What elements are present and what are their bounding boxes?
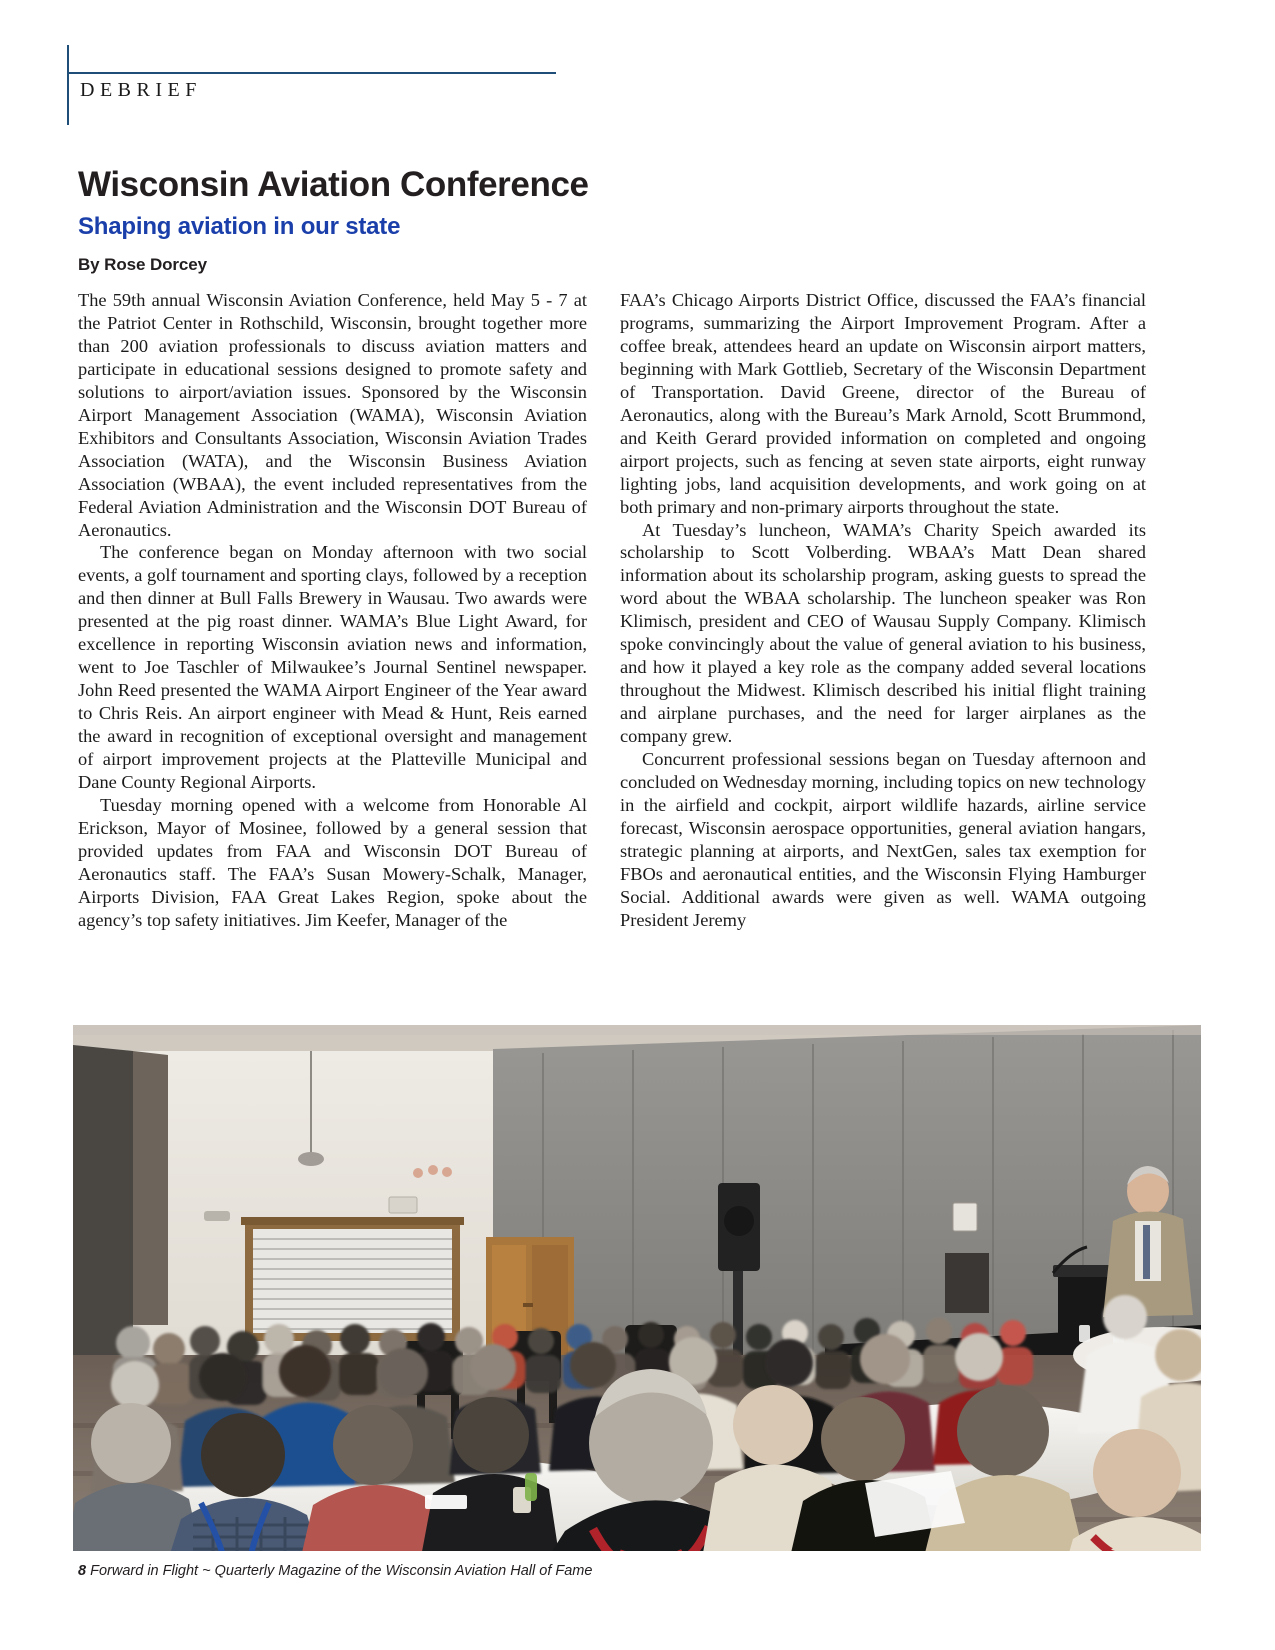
- section-header: [0, 0, 1275, 140]
- article-byline: By Rose Dorcey: [78, 255, 207, 274]
- paragraph: Concurrent professional sessions began on Tuesday afternoon and concluded on Wednesday morning, including topics on new technology in the airfield and cockpit, airport wildlife hazards, airline service forecast, Wisconsin aerospace opportunities, general aviation hangars, strategic planning at airports, and NextGen, sales tax exemption for FBOs and aeronautical entities, and the Wisconsin Flying Hamburger Social. Additional awards were given as well. WAMA outgoing President Jeremy: [620, 749, 1146, 930]
- footer-text: Forward in Flight ~ Quarterly Magazine of the Wisconsin Aviation Hall of Fame: [90, 1563, 593, 1579]
- paragraph: Tuesday morning opened with a welcome from Honorable Al Erickson, Mayor of Mosinee, followed by a general session that provided updates from FAA and Wisconsin DOT Bureau of Aeronautics staff. The FAA’s Susan Mowery-Schalk, Manager, Airports Division, FAA Great Lakes Region, spoke about the agency’s top safety initiatives. Jim Keefer, Manager of the: [78, 794, 587, 930]
- header-vertical-rule: [67, 45, 69, 125]
- paragraph: FAA’s Chicago Airports District Office, discussed the FAA’s financial programs, summarizing the Airport Improvement Program. After a coffee break, attendees heard an update on Wisconsin airport matters, beginning with Mark Gottlieb, Secretary of the Wisconsin Department of Transportation. David Greene, director of the Bureau of Aeronautics, along with the Bureau’s Mark Arnold, Scott Brummond, and Keith Gerard provided information on completed and ongoing airport projects, such as fencing at seven state airports, eight runway lighting jobs, land acquisition developments, and work going on at both primary and non-primary airports throughout the state.: [620, 290, 1146, 517]
- paragraph: At Tuesday’s luncheon, WAMA’s Charity Speich awarded its scholarship to Scott Volberding. WBAA’s Matt Dean shared information about its scholarship program, asking guests to spread the word about the WBAA scholarship. The luncheon speaker was Ron Klimisch, president and CEO of Wausau Supply Company. Klimisch spoke convincingly about the value of general aviation to his business, and how it played a key role as the company added several locations throughout the Midwest. Klimisch described his initial flight training and airplane purchases, and the need for larger airplanes as the company grew.: [620, 519, 1146, 747]
- paragraph: The 59th annual Wisconsin Aviation Conference, held May 5 - 7 at the Patriot Center in Rothschild, Wisconsin, brought together more than 200 aviation professionals to discuss aviation matters and participate in educational sessions designed to promote safety and solutions to airport/aviation issues. Sponsored by the Wisconsin Airport Management Association (WAMA), Wisconsin Aviation Exhibitors and Consultants Association, Wisconsin Aviation Trades Association (WATA), and the Wisconsin Business Aviation Association (WBAA), the event included representatives from the Federal Aviation Administration and the Wisconsin DOT Bureau of Aeronautics.: [78, 290, 587, 540]
- conference-photo: [73, 1025, 1201, 1551]
- section-kicker: DEBRIEF: [80, 79, 202, 101]
- page-number: 8: [78, 1563, 87, 1579]
- conference-photo-image: [73, 1025, 1201, 1551]
- header-horizontal-rule: [67, 72, 556, 74]
- article-title: Wisconsin Aviation Conference: [78, 165, 589, 204]
- paragraph: The conference began on Monday afternoon with two social events, a golf tournament and sporting clays, followed by a reception and then dinner at Bull Falls Brewery in Wausau. Two awards were presented at the pig roast dinner. WAMA’s Blue Light Award, for excellence in reporting Wisconsin aviation news and information, went to Joe Taschler of Milwaukee’s Journal Sentinel newspaper. John Reed presented the WAMA Airport Engineer of the Year award to Chris Reis. An airport engineer with Mead & Hunt, Reis earned the award in recognition of exceptional oversight and management of airport improvement projects at the Platteville Municipal and Dane County Regional Airports.: [78, 542, 587, 793]
- body-column-left: [78, 289, 587, 932]
- body-column-right: [620, 289, 1146, 932]
- article-subtitle: Shaping aviation in our state: [78, 213, 401, 240]
- page-footer: [78, 1563, 592, 1579]
